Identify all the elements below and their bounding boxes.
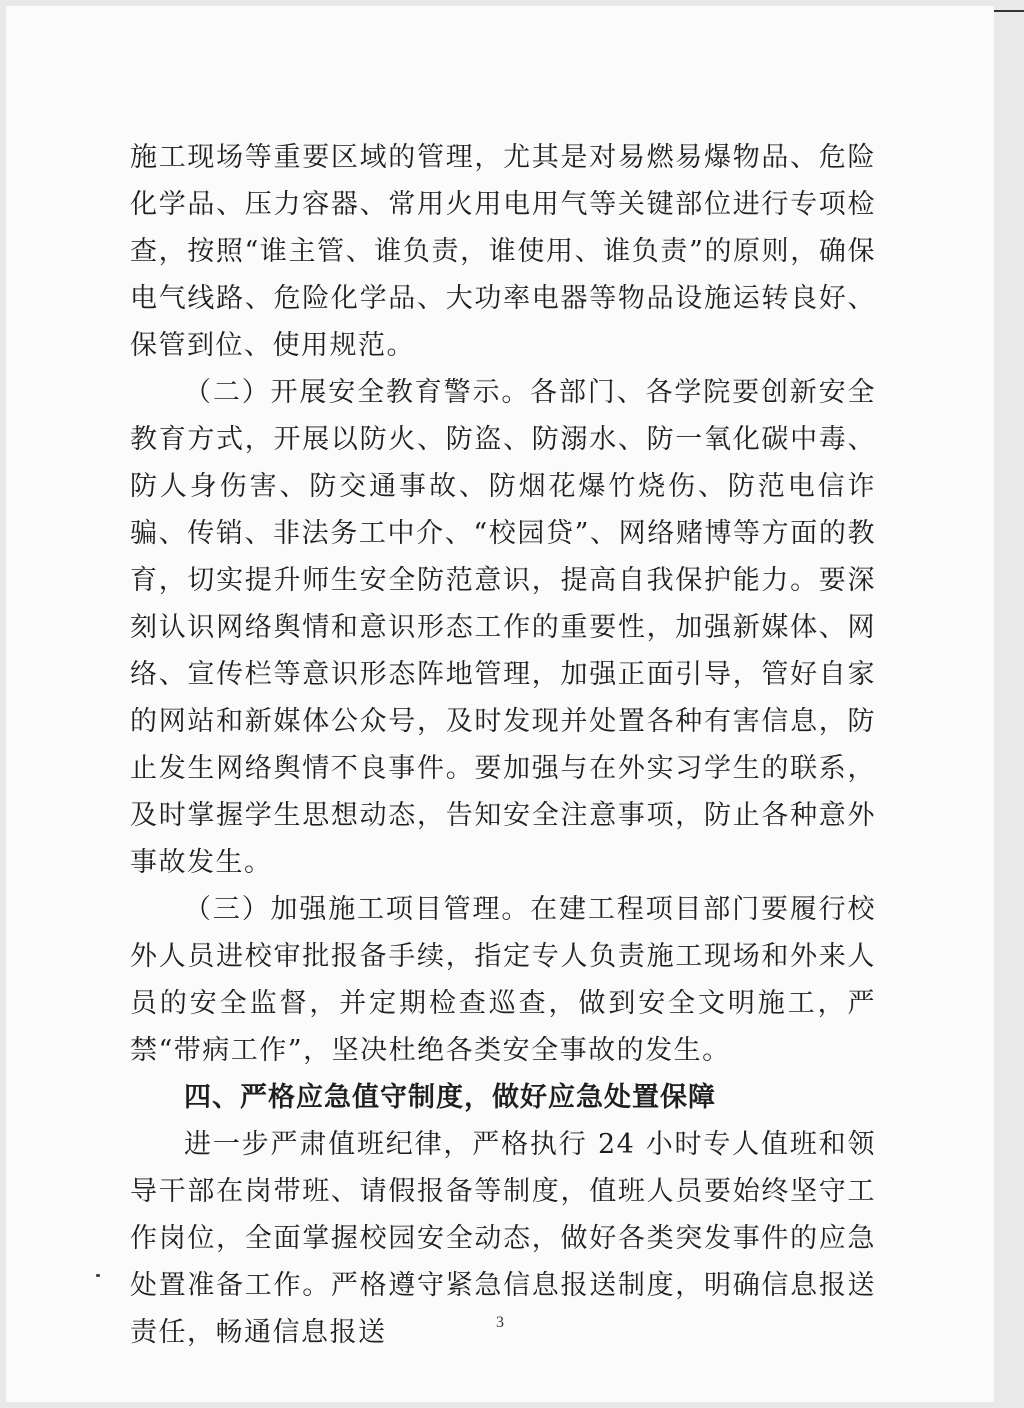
scan-edge-mark [994,10,1024,12]
paragraph-construction-management: （三）加强施工项目管理。在建工程项目部门要履行校外人员进校审批报备手续，指定专人负责施工现场和外来人员的安全监督，并定期检查巡查，做到安全文明施工，严禁“带病工作”，坚决杜绝各类安全事故的发生。 [130,894,876,1066]
scan-speck [96,1274,100,1277]
page-number: 3 [496,1314,504,1331]
paragraph-safety-education: （二）开展安全教育警示。各部门、各学院要创新安全教育方式，开展以防火、防盗、防溺水、防一氧化碳中毒、防人身伤害、防交通事故、防烟花爆竹烧伤、防范电信诈骗、传销、非法务工中介、“校园贷”、网络赌博等方面的教育，切实提升师生安全防范意识，提高自我保护能力。要深刻认识网络舆情和意识形态工作的重要性，加强新媒体、网络、宣传栏等意识形态阵地管理，加强正面引导，管好自家的网站和新媒体公众号，及时发现并处置各种有害信息，防止发生网络舆情不良事件。要加强与在外实习学生的联系，及时掌握学生思想动态，告知安全注意事项，防止各种意外事故发生。 [130,377,876,878]
document-body [130,134,876,1356]
paragraph-continued: 施工现场等重要区域的管理，尤其是对易燃易爆物品、危险化学品、压力容器、常用火用电用气等关键部位进行专项检查，按照“谁主管、谁负责，谁使用、谁负责”的原则，确保电气线路、危险化学品、大功率电器等物品设施运转良好、保管到位、使用规范。 [130,142,876,361]
section-heading-emergency-duty: 四、严格应急值守制度，做好应急处置保障 [184,1082,716,1113]
paragraph-duty-discipline: 进一步严肃值班纪律，严格执行 24 小时专人值班和领导干部在岗带班、请假报备等制度，值班人员要始终坚守工作岗位，全面掌握校园安全动态，做好各类突发事件的应急处置准备工作。严格遵守紧急信息报送制度，明确信息报送责任，畅通信息报送 [130,1129,876,1348]
document-page [6,6,994,1402]
